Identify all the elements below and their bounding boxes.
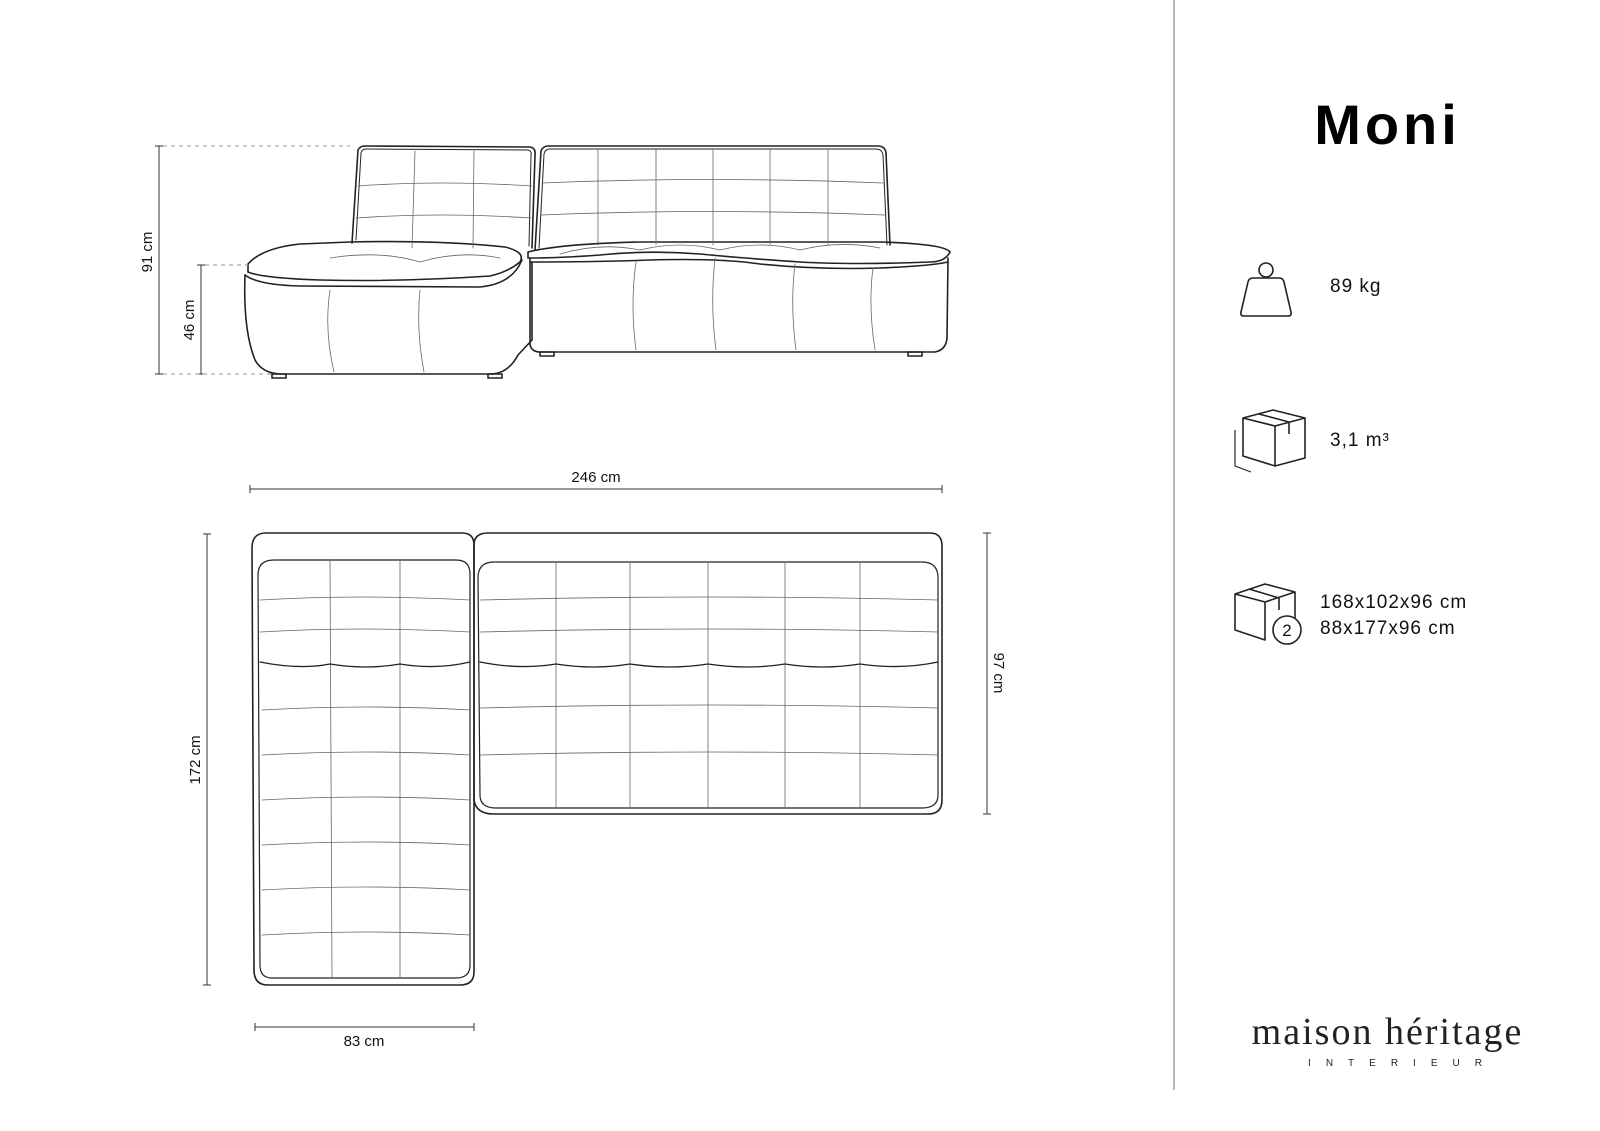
weight-value: 89 kg [1330,276,1382,297]
dim-depth-chaise: 172 cm [187,735,204,785]
spec-volume [1175,404,1600,484]
brand-name: maison héritage [1251,1011,1524,1053]
packages-icon [1231,578,1311,652]
volume-value: 3,1 m³ [1330,430,1390,451]
package-size-1: 168x102x96 cm [1320,592,1468,613]
dim-height-total: 91 cm [139,231,156,273]
dim-chaise-width: 83 cm [343,1033,385,1050]
box-volume-icon [1231,404,1311,478]
product-title: Moni [1314,93,1461,156]
info-panel [1175,0,1600,1131]
package-size-2: 88x177x96 cm [1320,618,1456,639]
brand-logo [1175,1010,1600,1069]
weight-icon [1231,258,1301,322]
brand-subtitle: INTERIEUR [1308,1058,1497,1069]
dimension-lines [155,146,991,1031]
package-sizes [1320,590,1467,642]
sofa-top-view [252,533,942,985]
spec-packages [1175,578,1600,658]
spec-weight [1175,258,1600,338]
top-quilting [260,560,938,978]
dim-width-total: 246 cm [571,469,621,486]
package-count: 2 [1282,621,1292,640]
dim-depth-sofa: 97 cm [990,652,1007,694]
dim-seat-height: 46 cm [181,299,198,341]
